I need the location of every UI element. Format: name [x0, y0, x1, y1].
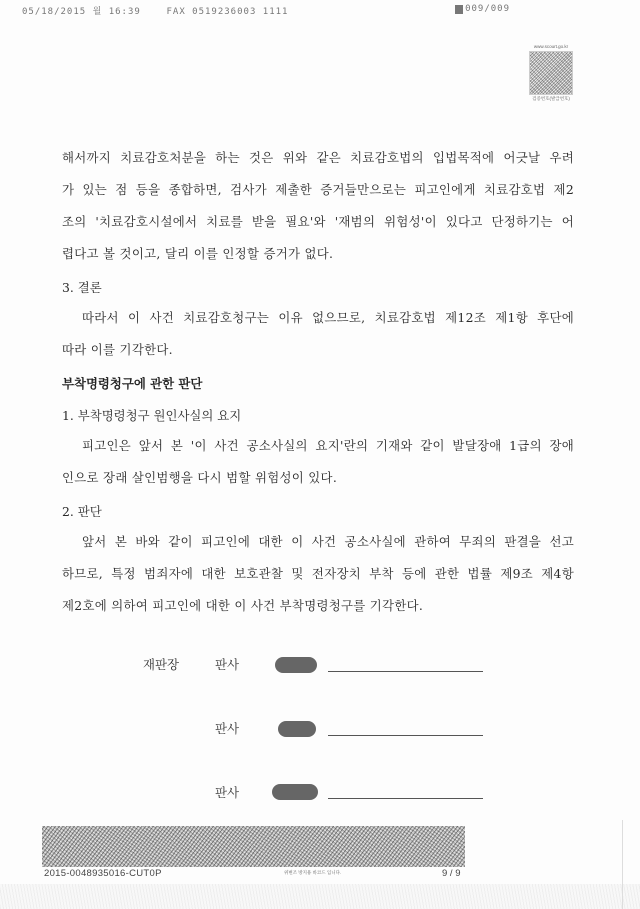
- signature-line: [328, 671, 483, 672]
- redacted-name: [272, 784, 318, 800]
- section-heading-judgment: 2. 판단: [62, 504, 102, 519]
- qr-caption: 검증번호(발급번호): [532, 96, 570, 101]
- paragraph-line: 가 있는 점 등을 종합하면, 검사가 제출한 증거들만으로는 피고인에게 치료감호법 제2: [62, 182, 574, 197]
- signature-role: 판사: [215, 721, 239, 736]
- page-edge: [622, 820, 623, 909]
- fax-timestamp: 05/18/2015 월 16:39: [22, 7, 141, 17]
- signature-row: [0, 719, 640, 749]
- paragraph-line: 조의 '치료감호시설에서 치료를 받을 필요'와 '재범의 위험성'이 있다고 단정하기는 어: [62, 214, 574, 229]
- fax-page-icon: [455, 5, 463, 14]
- paragraph-line: 렵다고 볼 것이고, 달리 이를 인정할 증거가 없다.: [62, 246, 334, 261]
- paragraph-line: 하므로, 특정 범죄자에 대한 보호관찰 및 전자장치 부착 등에 관한 법률 제9조 제4항: [62, 566, 574, 581]
- paragraph-line: 앞서 본 바와 같이 피고인에 대한 이 사건 공소사실에 관하여 무죄의 판결을 선고: [82, 534, 574, 549]
- fax-header-left: [22, 4, 288, 17]
- paragraph-line: 피고인은 앞서 본 '이 사건 공소사실의 요지'란의 기재와 같이 발달장애 1급의 장애: [82, 438, 574, 453]
- scan-artifact: [0, 884, 640, 909]
- section-heading-cause: 1. 부착명령청구 원인사실의 요지: [62, 408, 242, 423]
- signature-title: 재판장: [143, 657, 179, 672]
- section-heading-attachment-order: 부착명령청구에 관한 판단: [62, 376, 203, 391]
- section-heading-conclusion: 3. 결론: [62, 280, 102, 295]
- qr-url: www.scourt.go.kr: [533, 44, 569, 49]
- paragraph-line: 따라서 이 사건 치료감호청구는 이유 없으므로, 치료감호법 제12조 제1항 후단에: [82, 310, 574, 325]
- footer-notice: 위변조 방지용 바코드 입니다.: [284, 870, 342, 875]
- paragraph-line: 따라 이를 기각한다.: [62, 342, 173, 357]
- qr-code-icon: [529, 51, 573, 95]
- fax-header-right: [455, 4, 510, 14]
- signature-row: [0, 655, 640, 685]
- signature-line: [328, 735, 483, 736]
- paragraph-line: 제2호에 의하여 피고인에 대한 이 사건 부착명령청구를 기각한다.: [62, 598, 424, 613]
- fax-header: [22, 4, 640, 18]
- signature-role: 판사: [215, 657, 239, 672]
- paragraph-line: 해서까지 치료감호처분을 하는 것은 위와 같은 치료감호법의 입법목적에 어긋날 우려: [62, 150, 574, 165]
- redacted-name: [275, 657, 317, 673]
- fax-page-counter: 009/009: [465, 4, 510, 14]
- footer-document-id: 2015-0048935016-CUT0P: [44, 868, 162, 879]
- verification-qr-block: [527, 44, 575, 102]
- signature-role: 판사: [215, 785, 239, 800]
- paragraph-line: 인으로 장래 살인범행을 다시 범할 위험성이 있다.: [62, 470, 338, 485]
- redacted-name: [278, 721, 316, 737]
- signature-line: [328, 798, 483, 799]
- footer-page-number: 9 / 9: [442, 868, 461, 879]
- fax-number: FAX 0519236003 1111: [166, 7, 289, 17]
- signature-row: [0, 783, 640, 813]
- anti-forgery-barcode: [42, 826, 465, 867]
